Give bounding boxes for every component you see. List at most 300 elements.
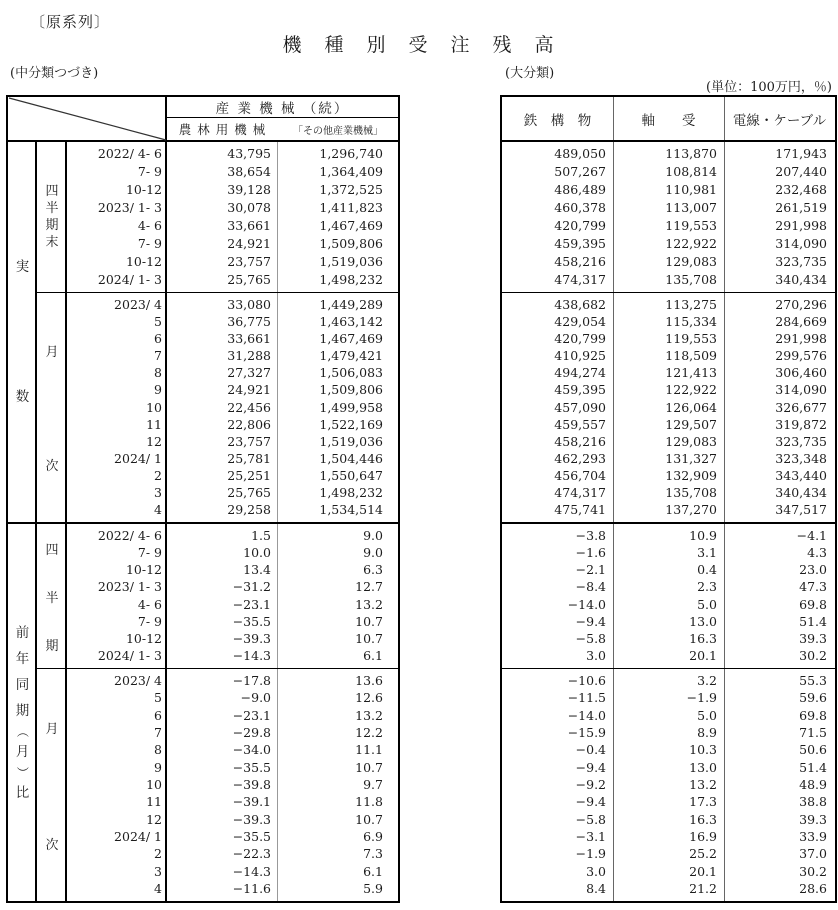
left-table-subtitle: (中分類つづき) bbox=[10, 66, 99, 81]
value-cell: −23.1 bbox=[232, 596, 271, 612]
value-cell: 474,317 bbox=[554, 271, 606, 287]
value-cell: 28.6 bbox=[799, 880, 827, 896]
table-row bbox=[502, 811, 835, 828]
value-cell: −11.6 bbox=[232, 880, 271, 896]
vertical-label-char: 期 bbox=[15, 702, 30, 719]
value-cell: 462,293 bbox=[554, 450, 606, 466]
block-yoy-monthly bbox=[502, 668, 835, 901]
period-cell: 10 bbox=[146, 777, 162, 793]
value-cell: 1,463,142 bbox=[319, 314, 383, 330]
section-label-actual bbox=[8, 142, 37, 522]
value-cell: 43,795 bbox=[227, 146, 271, 162]
column-header-tekkobutsu: 鉄 構 物 bbox=[523, 112, 592, 129]
table-row bbox=[67, 330, 398, 347]
vertical-label-char: 月 bbox=[15, 743, 30, 760]
value-cell: 113,870 bbox=[665, 146, 717, 162]
period-cell: 7 bbox=[154, 725, 162, 741]
value-cell: 319,872 bbox=[775, 416, 827, 432]
vertical-label-char: 四 bbox=[45, 542, 59, 558]
value-cell: 232,468 bbox=[775, 182, 827, 198]
value-cell: 119,553 bbox=[665, 217, 717, 233]
period-cell: 2024/ 1- 3 bbox=[97, 271, 162, 287]
value-cell: −10.6 bbox=[567, 673, 606, 689]
table-row bbox=[67, 630, 398, 647]
vertical-label-char: 数 bbox=[15, 389, 30, 405]
table-row bbox=[67, 501, 398, 518]
value-cell: 108,814 bbox=[665, 164, 717, 180]
value-cell: 8.4 bbox=[586, 880, 606, 896]
table-row bbox=[67, 596, 398, 613]
vertical-label-char: 月 bbox=[45, 344, 59, 360]
value-cell: 284,669 bbox=[775, 314, 827, 330]
subsection-label-monthly bbox=[37, 293, 67, 522]
value-cell: 33.9 bbox=[799, 828, 827, 844]
value-cell: −39.3 bbox=[232, 630, 271, 646]
vertical-label-char: 比 bbox=[15, 784, 30, 801]
subsection-label-quarter bbox=[37, 524, 67, 668]
period-cell: 12 bbox=[146, 811, 162, 827]
table-row bbox=[67, 181, 398, 199]
value-cell: 122,922 bbox=[665, 382, 717, 398]
value-cell: 486,489 bbox=[554, 182, 606, 198]
period-cell: 2 bbox=[154, 467, 162, 483]
right-table bbox=[500, 95, 837, 903]
block-yoy-monthly bbox=[37, 668, 398, 901]
value-cell: 326,677 bbox=[775, 399, 827, 415]
value-cell: 10.7 bbox=[355, 811, 383, 827]
value-cell: 1,506,083 bbox=[319, 365, 383, 381]
series-note: 〔原系列〕 bbox=[30, 13, 111, 31]
table-row bbox=[502, 433, 835, 450]
value-cell: −9.4 bbox=[575, 759, 606, 775]
value-cell: 299,576 bbox=[775, 348, 827, 364]
value-cell: 38.8 bbox=[799, 794, 827, 810]
column-group-header: 産 業 機 械 （続） bbox=[167, 97, 398, 118]
value-cell: 10.0 bbox=[243, 545, 271, 561]
value-cell: 1,509,806 bbox=[319, 382, 383, 398]
table-row bbox=[67, 741, 398, 758]
period-cell: 9 bbox=[154, 382, 162, 398]
rows-yoy-monthly bbox=[67, 669, 398, 901]
table-row bbox=[67, 776, 398, 793]
value-cell: 12.2 bbox=[355, 725, 383, 741]
value-cell: −34.0 bbox=[232, 742, 271, 758]
value-cell: 1,509,806 bbox=[319, 235, 383, 251]
value-cell: 1,499,958 bbox=[319, 399, 383, 415]
table-row bbox=[502, 364, 835, 381]
table-row bbox=[67, 347, 398, 364]
table-row bbox=[502, 880, 835, 897]
value-cell: −14.3 bbox=[232, 863, 271, 879]
vertical-label-char: 同 bbox=[15, 676, 30, 693]
table-row bbox=[67, 613, 398, 630]
value-cell: 489,050 bbox=[554, 146, 606, 162]
value-cell: 291,998 bbox=[775, 331, 827, 347]
table-row bbox=[67, 672, 398, 689]
period-cell: 7- 9 bbox=[137, 235, 162, 251]
value-cell: 25,765 bbox=[227, 271, 271, 287]
value-cell: −14.3 bbox=[232, 647, 271, 663]
value-cell: 1,467,469 bbox=[319, 331, 383, 347]
value-cell: 291,998 bbox=[775, 217, 827, 233]
value-cell: 30.2 bbox=[799, 863, 827, 879]
period-cell: 3 bbox=[154, 863, 162, 879]
value-cell: 323,735 bbox=[775, 433, 827, 449]
column-header-norin: 農 林 用 機 械 bbox=[178, 122, 267, 137]
section-actual bbox=[502, 142, 835, 522]
table-row bbox=[502, 741, 835, 758]
right-table-header bbox=[502, 97, 835, 142]
value-cell: 22,456 bbox=[227, 399, 271, 415]
value-cell: 6.3 bbox=[363, 562, 383, 578]
value-cell: 459,395 bbox=[554, 382, 606, 398]
value-cell: 10.3 bbox=[689, 742, 717, 758]
value-cell: −5.8 bbox=[575, 811, 606, 827]
table-row bbox=[502, 330, 835, 347]
table-row bbox=[502, 613, 835, 630]
period-cell: 10-12 bbox=[125, 182, 162, 198]
value-cell: 1,296,740 bbox=[319, 146, 383, 162]
value-cell: 121,413 bbox=[665, 365, 717, 381]
value-cell: −22.3 bbox=[232, 846, 271, 862]
value-cell: 122,922 bbox=[665, 235, 717, 251]
period-cell: 2024/ 1 bbox=[114, 450, 162, 466]
value-cell: 37.0 bbox=[799, 846, 827, 862]
table-row bbox=[67, 707, 398, 724]
subsection-label-monthly bbox=[37, 669, 67, 901]
value-cell: 340,434 bbox=[775, 271, 827, 287]
value-cell: 23,757 bbox=[227, 253, 271, 269]
table-row bbox=[67, 811, 398, 828]
vertical-label-char: 期 bbox=[45, 218, 59, 233]
value-cell: −39.1 bbox=[232, 794, 271, 810]
period-cell: 4- 6 bbox=[137, 596, 162, 612]
vertical-label-char: 半 bbox=[45, 201, 59, 216]
value-cell: 474,317 bbox=[554, 484, 606, 500]
section-label-yoy bbox=[8, 524, 37, 901]
period-cell: 9 bbox=[154, 759, 162, 775]
block-yoy-quarterly bbox=[37, 524, 398, 668]
value-cell: 135,708 bbox=[665, 484, 717, 500]
value-cell: 10.7 bbox=[355, 630, 383, 646]
value-cell: −4.1 bbox=[796, 528, 827, 544]
value-cell: 171,943 bbox=[775, 146, 827, 162]
value-cell: 16.9 bbox=[689, 828, 717, 844]
value-cell: 323,348 bbox=[775, 450, 827, 466]
period-cell: 2023/ 1- 3 bbox=[97, 579, 162, 595]
table-row bbox=[502, 776, 835, 793]
table-row bbox=[67, 724, 398, 741]
value-cell: 29,258 bbox=[227, 501, 271, 517]
value-cell: −15.9 bbox=[567, 725, 606, 741]
value-cell: 0.4 bbox=[697, 562, 717, 578]
value-cell: 456,704 bbox=[554, 467, 606, 483]
value-cell: 410,925 bbox=[554, 348, 606, 364]
period-cell: 5 bbox=[154, 314, 162, 330]
value-cell: 347,517 bbox=[775, 501, 827, 517]
period-cell: 2023/ 1- 3 bbox=[97, 200, 162, 216]
value-cell: −1.6 bbox=[575, 545, 606, 561]
value-cell: 48.9 bbox=[799, 777, 827, 793]
value-cell: 13.0 bbox=[689, 759, 717, 775]
value-cell: 12.7 bbox=[355, 579, 383, 595]
value-cell: 8.9 bbox=[697, 725, 717, 741]
table-row bbox=[502, 544, 835, 561]
value-cell: 458,216 bbox=[554, 253, 606, 269]
value-cell: 1,519,036 bbox=[319, 433, 383, 449]
table-row bbox=[67, 793, 398, 810]
value-cell: 1,479,421 bbox=[319, 348, 383, 364]
block-actual-quarterly bbox=[502, 142, 835, 292]
table-row bbox=[67, 145, 398, 163]
value-cell: 3.0 bbox=[586, 863, 606, 879]
period-cell: 7- 9 bbox=[137, 613, 162, 629]
value-cell: 1,449,289 bbox=[319, 297, 383, 313]
value-cell: 507,267 bbox=[554, 164, 606, 180]
value-cell: 131,327 bbox=[665, 450, 717, 466]
value-cell: 55.3 bbox=[799, 673, 827, 689]
period-cell: 4 bbox=[154, 880, 162, 896]
table-row bbox=[67, 416, 398, 433]
value-cell: 110,981 bbox=[665, 182, 717, 198]
table-row bbox=[67, 296, 398, 313]
period-cell: 5 bbox=[154, 690, 162, 706]
vertical-label-char: 末 bbox=[45, 235, 59, 250]
table-row bbox=[502, 217, 835, 235]
value-cell: 207,440 bbox=[775, 164, 827, 180]
block-actual-monthly bbox=[37, 292, 398, 522]
period-cell: 2024/ 1 bbox=[114, 828, 162, 844]
value-cell: 71.5 bbox=[799, 725, 827, 741]
table-row bbox=[502, 596, 835, 613]
right-table-subtitle: (大分類) bbox=[505, 66, 555, 81]
value-cell: 23,757 bbox=[227, 433, 271, 449]
table-row bbox=[67, 234, 398, 252]
value-cell: −23.1 bbox=[232, 707, 271, 723]
value-cell: 1,519,036 bbox=[319, 253, 383, 269]
period-cell: 10-12 bbox=[125, 562, 162, 578]
table-row bbox=[502, 398, 835, 415]
value-cell: −1.9 bbox=[575, 846, 606, 862]
value-cell: −35.5 bbox=[232, 828, 271, 844]
table-row bbox=[502, 145, 835, 163]
value-cell: 1,411,823 bbox=[319, 200, 383, 216]
table-row bbox=[502, 672, 835, 689]
value-cell: 4.3 bbox=[807, 545, 827, 561]
period-cell: 2 bbox=[154, 846, 162, 862]
value-cell: 1,534,514 bbox=[319, 501, 383, 517]
table-row bbox=[502, 862, 835, 879]
period-cell: 7- 9 bbox=[137, 545, 162, 561]
value-cell: 5.0 bbox=[697, 596, 717, 612]
table-row bbox=[502, 296, 835, 313]
value-cell: 47.3 bbox=[799, 579, 827, 595]
table-row bbox=[502, 347, 835, 364]
value-cell: −3.1 bbox=[575, 828, 606, 844]
value-cell: 113,275 bbox=[665, 297, 717, 313]
value-cell: 69.8 bbox=[799, 707, 827, 723]
value-cell: 340,434 bbox=[775, 484, 827, 500]
value-cell: 50.6 bbox=[799, 742, 827, 758]
value-cell: 39,128 bbox=[227, 182, 271, 198]
value-cell: 458,216 bbox=[554, 433, 606, 449]
period-cell: 2023/ 4 bbox=[114, 297, 162, 313]
value-cell: 457,090 bbox=[554, 399, 606, 415]
value-cell: 25.2 bbox=[689, 846, 717, 862]
table-row bbox=[502, 416, 835, 433]
value-cell: 132,909 bbox=[665, 467, 717, 483]
rows-actual-quarterly bbox=[67, 142, 398, 292]
value-cell: 20.1 bbox=[689, 647, 717, 663]
value-cell: 25,781 bbox=[227, 450, 271, 466]
value-cell: 2.3 bbox=[697, 579, 717, 595]
value-cell: 13.2 bbox=[355, 596, 383, 612]
table-row bbox=[502, 270, 835, 288]
table-row bbox=[67, 433, 398, 450]
table-row bbox=[502, 234, 835, 252]
rows-yoy-monthly bbox=[502, 669, 835, 901]
table-row bbox=[502, 381, 835, 398]
table-row bbox=[67, 163, 398, 181]
value-cell: 475,741 bbox=[554, 501, 606, 517]
value-cell: 33,661 bbox=[227, 217, 271, 233]
value-cell: 13.4 bbox=[243, 562, 271, 578]
period-cell: 4- 6 bbox=[137, 217, 162, 233]
period-cell: 4 bbox=[154, 501, 162, 517]
value-cell: 343,440 bbox=[775, 467, 827, 483]
table-row bbox=[502, 707, 835, 724]
value-cell: 51.4 bbox=[799, 759, 827, 775]
period-cell: 11 bbox=[146, 416, 162, 432]
value-cell: 3.2 bbox=[697, 673, 717, 689]
value-cell: 21.2 bbox=[689, 880, 717, 896]
section-actual bbox=[8, 142, 398, 522]
value-cell: 261,519 bbox=[775, 200, 827, 216]
table-row bbox=[502, 689, 835, 706]
value-cell: −14.0 bbox=[567, 596, 606, 612]
table-row bbox=[502, 163, 835, 181]
value-cell: −39.8 bbox=[232, 777, 271, 793]
table-row bbox=[67, 313, 398, 330]
value-cell: 16.3 bbox=[689, 630, 717, 646]
period-cell: 7- 9 bbox=[137, 164, 162, 180]
value-cell: 129,083 bbox=[665, 433, 717, 449]
period-cell: 10-12 bbox=[125, 630, 162, 646]
value-cell: 31,288 bbox=[227, 348, 271, 364]
value-cell: 9.0 bbox=[363, 528, 383, 544]
table-row bbox=[502, 501, 835, 518]
value-cell: 30.2 bbox=[799, 647, 827, 663]
value-cell: 33,661 bbox=[227, 331, 271, 347]
value-cell: 7.3 bbox=[363, 846, 383, 862]
value-cell: 420,799 bbox=[554, 217, 606, 233]
value-cell: 6.1 bbox=[363, 647, 383, 663]
table-row bbox=[502, 527, 835, 544]
value-cell: 119,553 bbox=[665, 331, 717, 347]
value-cell: 20.1 bbox=[689, 863, 717, 879]
value-cell: 27,327 bbox=[227, 365, 271, 381]
value-cell: 1,522,169 bbox=[319, 416, 383, 432]
value-cell: 420,799 bbox=[554, 331, 606, 347]
value-cell: 24,921 bbox=[227, 382, 271, 398]
value-cell: 38,654 bbox=[227, 164, 271, 180]
value-cell: 1,504,446 bbox=[319, 450, 383, 466]
table-row bbox=[67, 467, 398, 484]
value-cell: −0.4 bbox=[575, 742, 606, 758]
period-cell: 2023/ 4 bbox=[114, 673, 162, 689]
table-row bbox=[67, 252, 398, 270]
rows-yoy-quarterly bbox=[67, 524, 398, 668]
vertical-label-char: 次 bbox=[45, 837, 59, 853]
vertical-label-char: 年 bbox=[15, 650, 30, 667]
value-cell: 306,460 bbox=[775, 365, 827, 381]
vertical-label-char: 半 bbox=[45, 590, 59, 606]
diagonal-line bbox=[8, 97, 167, 142]
value-cell: 11.8 bbox=[355, 794, 383, 810]
value-cell: 459,557 bbox=[554, 416, 606, 432]
table-row bbox=[67, 880, 398, 897]
value-cell: 118,509 bbox=[665, 348, 717, 364]
column-header-jikuuke: 軸 受 bbox=[641, 112, 696, 129]
value-cell: 23.0 bbox=[799, 562, 827, 578]
vertical-label-char: 四 bbox=[45, 184, 59, 199]
block-actual-monthly bbox=[502, 292, 835, 522]
table-row bbox=[67, 381, 398, 398]
table-row bbox=[67, 689, 398, 706]
value-cell: −2.1 bbox=[575, 562, 606, 578]
table-row bbox=[502, 630, 835, 647]
table-row bbox=[502, 724, 835, 741]
block-actual-quarterly bbox=[37, 142, 398, 292]
table-row bbox=[67, 217, 398, 235]
table-row bbox=[67, 527, 398, 544]
header-corner-diagonal bbox=[8, 97, 167, 140]
column-header-sonota: 「その他産業機械」 bbox=[293, 125, 383, 137]
value-cell: −14.0 bbox=[567, 707, 606, 723]
table-row bbox=[502, 467, 835, 484]
table-row bbox=[67, 199, 398, 217]
value-cell: 59.6 bbox=[799, 690, 827, 706]
value-cell: −5.8 bbox=[575, 630, 606, 646]
table-row bbox=[502, 199, 835, 217]
value-cell: 1.5 bbox=[251, 528, 271, 544]
value-cell: 270,296 bbox=[775, 297, 827, 313]
value-cell: −9.4 bbox=[575, 613, 606, 629]
subsection-label-quarter-end bbox=[37, 142, 67, 292]
value-cell: −9.0 bbox=[240, 690, 271, 706]
value-cell: 22,806 bbox=[227, 416, 271, 432]
period-cell: 7 bbox=[154, 348, 162, 364]
period-cell: 2024/ 1- 3 bbox=[97, 647, 162, 663]
value-cell: 429,054 bbox=[554, 314, 606, 330]
rows-actual-monthly bbox=[502, 293, 835, 522]
vertical-label-char: 期 bbox=[45, 638, 59, 654]
table-row bbox=[67, 544, 398, 561]
vertical-label-char: 前 bbox=[15, 624, 30, 641]
table-row bbox=[67, 364, 398, 381]
value-cell: −11.5 bbox=[567, 690, 606, 706]
value-cell: 1,498,232 bbox=[319, 484, 383, 500]
vertical-label-char: 月 bbox=[45, 721, 59, 737]
table-row bbox=[67, 759, 398, 776]
value-cell: 10.7 bbox=[355, 759, 383, 775]
value-cell: 39.3 bbox=[799, 630, 827, 646]
value-cell: 24,921 bbox=[227, 235, 271, 251]
value-cell: 11.1 bbox=[355, 742, 383, 758]
period-cell: 6 bbox=[154, 331, 162, 347]
unit-note: (単位：100万円，％) bbox=[706, 80, 832, 95]
period-cell: 10 bbox=[146, 399, 162, 415]
